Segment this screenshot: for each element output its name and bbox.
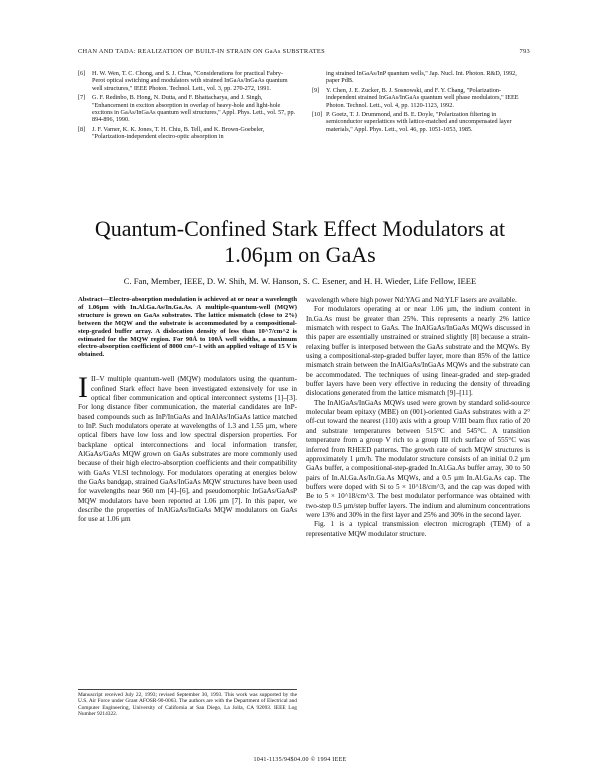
reference-entry [78, 94, 296, 124]
intro-paragraph [78, 371, 297, 525]
intro-text: II–V multiple quantum-well (MQW) modulators using the quantum-confined Stark effect have been investigated extensively for use in optical fiber communication and optical interconnect systems [1]–[3]. For long distance fiber communication, the material candidates are InP-based compounds such as InP/InGaAs and InAlAs/InGaAs lattice matched to InP. Such modulators operate at wavelengths of 1.3 and 1.55 µm, where optical fibers have low loss and low spectral dispersion properties. For backplane optical interconnections and local information transfer, AlGaAs/GaAs MQW grown on GaAs substrates are more commonly used because of their high electro-absorption coefficients and their compatibility with GaAs VLSI technology. For modulators operating at energies below the GaAs bandgap, strained GaAs/InGaAs MQW structures have been used for wavelengths near 960 nm [4]–[6], and pseudomorphic InGaAs/GaAsP MQW modulators have been reported at 1.06 µm [7]. In this paper, we describe the properties of InAlGaAs/InGaAs MQW modulators on GaAs for use at 1.06 µm [78, 375, 297, 524]
reference-entry [78, 126, 296, 141]
reference-number: [9] [312, 86, 320, 94]
reference-entry [312, 111, 530, 133]
reference-number: [8] [78, 125, 86, 133]
reference-text: Y. Chen, J. E. Zucker, B. J. Sosnowski, and F. Y. Chang, "Polarization-independent strained InGaAs/InGaAs quantum well phase modulators," IEEE Photon. Technol. Lett., vol. 4, pp. 1120-1123, 1992. [326, 86, 519, 109]
paper-title: Quantum-Confined Stark Effect Modulators at 1.06µm on GaAs [94, 216, 506, 267]
reference-number: [10] [312, 111, 323, 119]
left-column [78, 296, 297, 525]
reference-entry [312, 87, 530, 109]
body-paragraph: wavelength where high power Nd:YAG and Nd:YLF lasers are available. [306, 296, 517, 304]
footnote: Manuscript received July 22, 1993; revised September 30, 1993. This work was supported by the U.S. Air Force under Grant AFOSR-90-0063. The authors are with the Department of Electrical and Computer Engineering, University of California at San Diego, La Jolla, CA 92093. IEEE Log Number 9214322. [78, 689, 297, 718]
body-paragraph: The InAlGaAs/InGaAs MQWs used were grown by standard solid-source molecular beam epitaxy (MBE) on (001)-oriented GaAs substrates with a 2° off-cut toward the nearest (110) axis with a group V/III beam flux ratio of 20 and substrate temperatures between 515°C and 545°C. A transition temperature from a group V rich to a group III rich surface of 555°C was inferred from RHEED patterns. The growth rate of such MQW structures is approximately 1 µm/h. The modulator structure consists of an initial 0.2 µm GaAs buffer, a compositional-step-graded In.Al.Ga.As buffer array, 30 to 50 pairs of In.Al.Ga.As/In.Ga.As MQWs, and a 0.5 µm In.Al.Ga.As cap. The buffers were doped with Si to 5 × 10^18/cm^3, and the cap was doped with Be to 5 × 10^18/cm^3. The best modulator performance was obtained with two-step 0.5 µm/step buffer layers. The indium and aluminum concentrations were 13% and 30% in the first layer and 25% and 30% in the second layer. [306, 398, 530, 519]
abstract: Abstract—Electro-absorption modulation is achieved at or near a wavelength of 1.06µm with In.Al.Ga.As/In.Ga.As. A multiple-quantum-well (MQW) structure is grown on GaAs substrates. The lattice mismatch (close to 2%) between the MQW and the substrate is accommodated by a compositional-step-graded buffer array. A dislocation density of less than 10^7/cm^2 is estimated for the MQW region. For 90Å to 100Å well widths, a maximum electro-absorption coefficient of 8000 cm^-1 with an applied voltage of 15 V is obtained. [78, 296, 297, 359]
reference-text: H. W. Wen, T. C. Chong, and S. J. Chua, "Considerations for practical Fabry-Perot optical switching and modulators with strained InGaAs/InGaAs quantum well structures," IEEE Photon. Technol. Lett., vol. 3, pp. 270-272, 1991. [92, 70, 288, 92]
references-left-column [78, 70, 296, 143]
running-head [78, 48, 530, 55]
reference-text: J. F. Varner, K. K. Jones, T. H. Chiu, B. Tell, and K. Brown-Goebeler, "Polarization-independent electro-optic absorption in [92, 125, 265, 141]
drop-cap: I [78, 371, 88, 405]
page-number: 793 [519, 48, 530, 55]
issn-line: 1041-1135/94$04.00 © 1994 IEEE [253, 757, 347, 763]
reference-entry [78, 70, 296, 92]
reference-number: [7] [78, 94, 86, 102]
reference-text: ing strained InGaAs/InP quantum wells," Jap. Nucl. Int. Photon. R&D, 1992, paper PdB. [326, 70, 517, 85]
reference-text: G. F. Redinbo, B. Hong, N. Dutta, and F. Bhattacharya, and J. Singh, "Enhancement in exciton absorption in overlap of heavy-hole and light-hole excitons in GaAs/InGaAs quantum well structures," Appl. Phys. Lett., vol. 57, pp. 894-896, 1990. [92, 94, 296, 124]
body-paragraph: Fig. 1 is a typical transmission electron micrograph (TEM) of a representative MQW modulator structure. [306, 520, 530, 538]
reference-entry [312, 70, 530, 85]
author-line: C. Fan, Member, IEEE, D. W. Shih, M. W. Hanson, S. C. Esener, and H. H. Wieder, Life Fellow, IEEE [123, 276, 477, 286]
reference-text: P. Goetz, T. J. Drummond, and B. E. Doyle, "Polarization filtering in semiconductor superlattices with lattice-matched and uncompensated layer materials," Appl. Phys. Lett., vol. 46, pp. 1051-1053, 1985. [326, 111, 512, 133]
running-head-text: CHAN AND TADA: REALIZATION OF BUILT-IN STRAIN ON GaAs SUBSTRATES [78, 48, 325, 55]
reference-number: [6] [78, 70, 86, 77]
references-right-column [312, 70, 530, 135]
body-paragraph: For modulators operating at or near 1.06 µm, the indium content in In.Ga.As must be greater than 25%. This represents a nearly 2% lattice mismatch with respect to GaAs. The InAlGaAs/InGaAs MQWs discussed in this paper are essentially unstrained or strained slightly [8] because a strain-relaxing buffer is interposed between the GaAs substrate and the MQWs. By using a compositional-step-graded buffer layer, more than 85% of the lattice mismatch strain between the InAlGaAs/InGaAs MQWs and the substrate can be accommodated. The techniques of using linear-graded and step-graded buffer layers have been very effective in reducing the density of threading dislocations generated from the lattice mismatch [9]–[11]. [306, 305, 530, 398]
right-column [306, 296, 530, 539]
